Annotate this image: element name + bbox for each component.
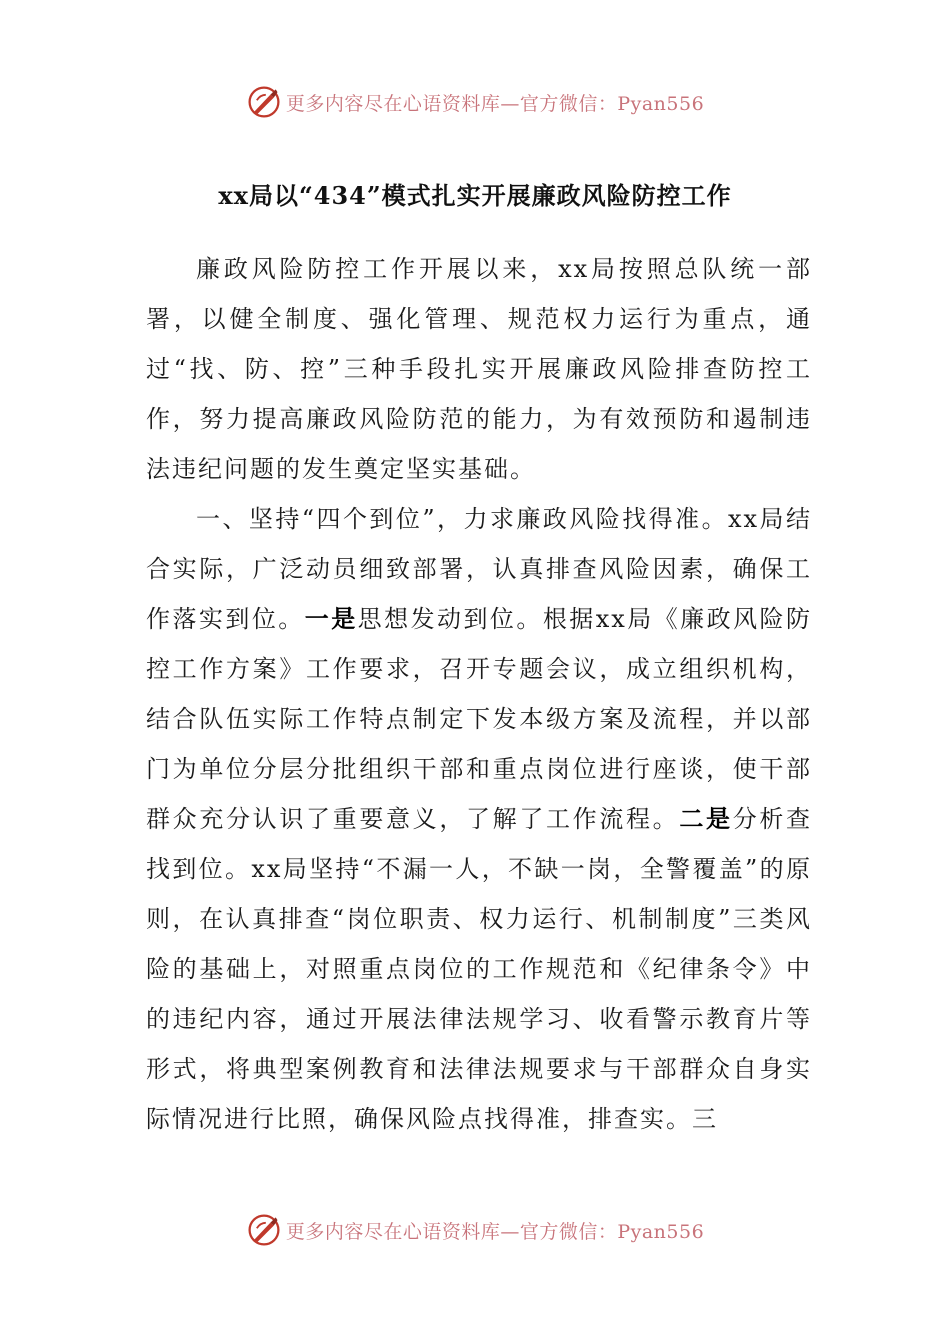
bold-marker-first: 一是 xyxy=(304,604,358,633)
pen-nib-logo-icon xyxy=(246,1212,282,1248)
document-body xyxy=(146,244,812,1144)
pen-nib-logo-icon xyxy=(246,84,282,120)
header-watermark-banner xyxy=(0,80,950,124)
bold-marker-second: 二是 xyxy=(679,804,733,833)
header-watermark-text: 更多内容尽在心语资料库—官方微信：Pyan556 xyxy=(285,92,705,115)
section-one-paragraph xyxy=(146,494,812,1144)
intro-paragraph: 廉政风险防控工作开展以来，xx局按照总队统一部署，以健全制度、强化管理、规范权力运行为重点，通过“找、防、控”三种手段扎实开展廉政风险排查防控工作，努力提高廉政风险防范的能力，为有效预防和遏制违法违纪问题的发生奠定坚实基础。 xyxy=(146,255,812,483)
paragraph-text-segment: 思想发动到位。根据xx局《廉政风险防控工作方案》工作要求，召开专题会议，成立组织机构，结合队伍实际工作特点制定下发本级方案及流程，并以部门为单位分层分批组织干部和重点岗位进行座谈，使干部群众充分认识了重要意义，了解了工作流程。 xyxy=(146,605,813,833)
footer-watermark-banner xyxy=(0,1208,950,1252)
footer-watermark-text: 更多内容尽在心语资料库—官方微信：Pyan556 xyxy=(285,1220,705,1243)
paragraph-text-segment: 分析查找到位。xx局坚持“不漏一人，不缺一岗，全警覆盖”的原则，在认真排查“岗位职责、权力运行、机制制度”三类风险的基础上，对照重点岗位的工作规范和《纪律条令》中的违纪内容，通过开展法律法规学习、收看警示教育片等形式，将典型案例教育和法律法规要求与干部群众自身实际情况进行比照，确保风险点找得准，排查实。三 xyxy=(146,805,813,1133)
document-title: xx局以“434”模式扎实开展廉政风险防控工作 xyxy=(218,181,732,210)
paragraph-text-segment: 一、坚持“四个到位”，力求廉政风险找得准。xx局结合实际，广泛动员细致部署，认真排查风险因素，确保工作落实到位。 xyxy=(146,505,812,633)
